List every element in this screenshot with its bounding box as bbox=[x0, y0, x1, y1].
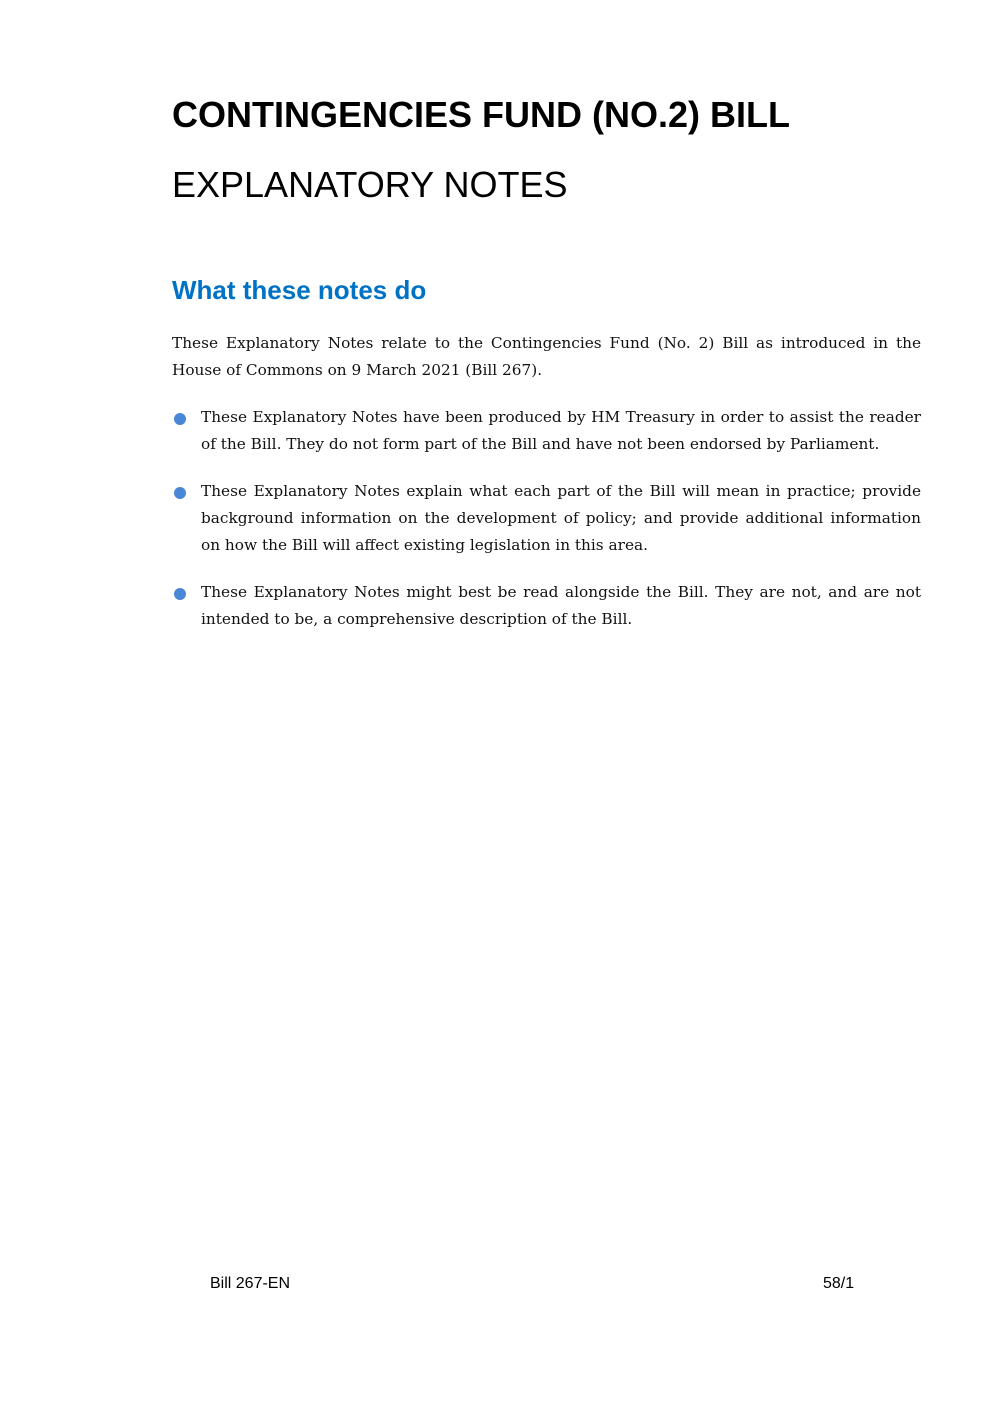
list-item-text: These Explanatory Notes explain what each part of the Bill will mean in practice; provide background information on the development of policy; and provide additional information on how the Bill will affect existing legislation in this area. bbox=[201, 482, 921, 554]
list-item bbox=[172, 579, 921, 633]
document-subtitle: EXPLANATORY NOTES bbox=[172, 164, 568, 205]
list-item-text: These Explanatory Notes might best be read alongside the Bill. They are not, and are not intended to be, a comprehensive description of the Bill. bbox=[201, 583, 921, 628]
bullet-icon bbox=[174, 487, 186, 499]
intro-paragraph: These Explanatory Notes relate to the Contingencies Fund (No. 2) Bill as introduced in the House of Commons on 9 March 2021 (Bill 267). bbox=[172, 334, 921, 379]
footer-bill-number: Bill 267-EN bbox=[210, 1275, 291, 1292]
bullet-icon bbox=[174, 588, 186, 600]
section-heading: What these notes do bbox=[172, 275, 427, 305]
bullet-icon bbox=[174, 413, 186, 425]
footer-page-number: 58/1 bbox=[823, 1275, 855, 1292]
list-item bbox=[172, 478, 921, 559]
document-title: CONTINGENCIES FUND (NO.2) BILL bbox=[172, 94, 790, 135]
list-item bbox=[172, 404, 921, 458]
list-item-text: These Explanatory Notes have been produced by HM Treasury in order to assist the reader of the Bill. They do not form part of the Bill and have not been endorsed by Parliament. bbox=[201, 408, 921, 453]
